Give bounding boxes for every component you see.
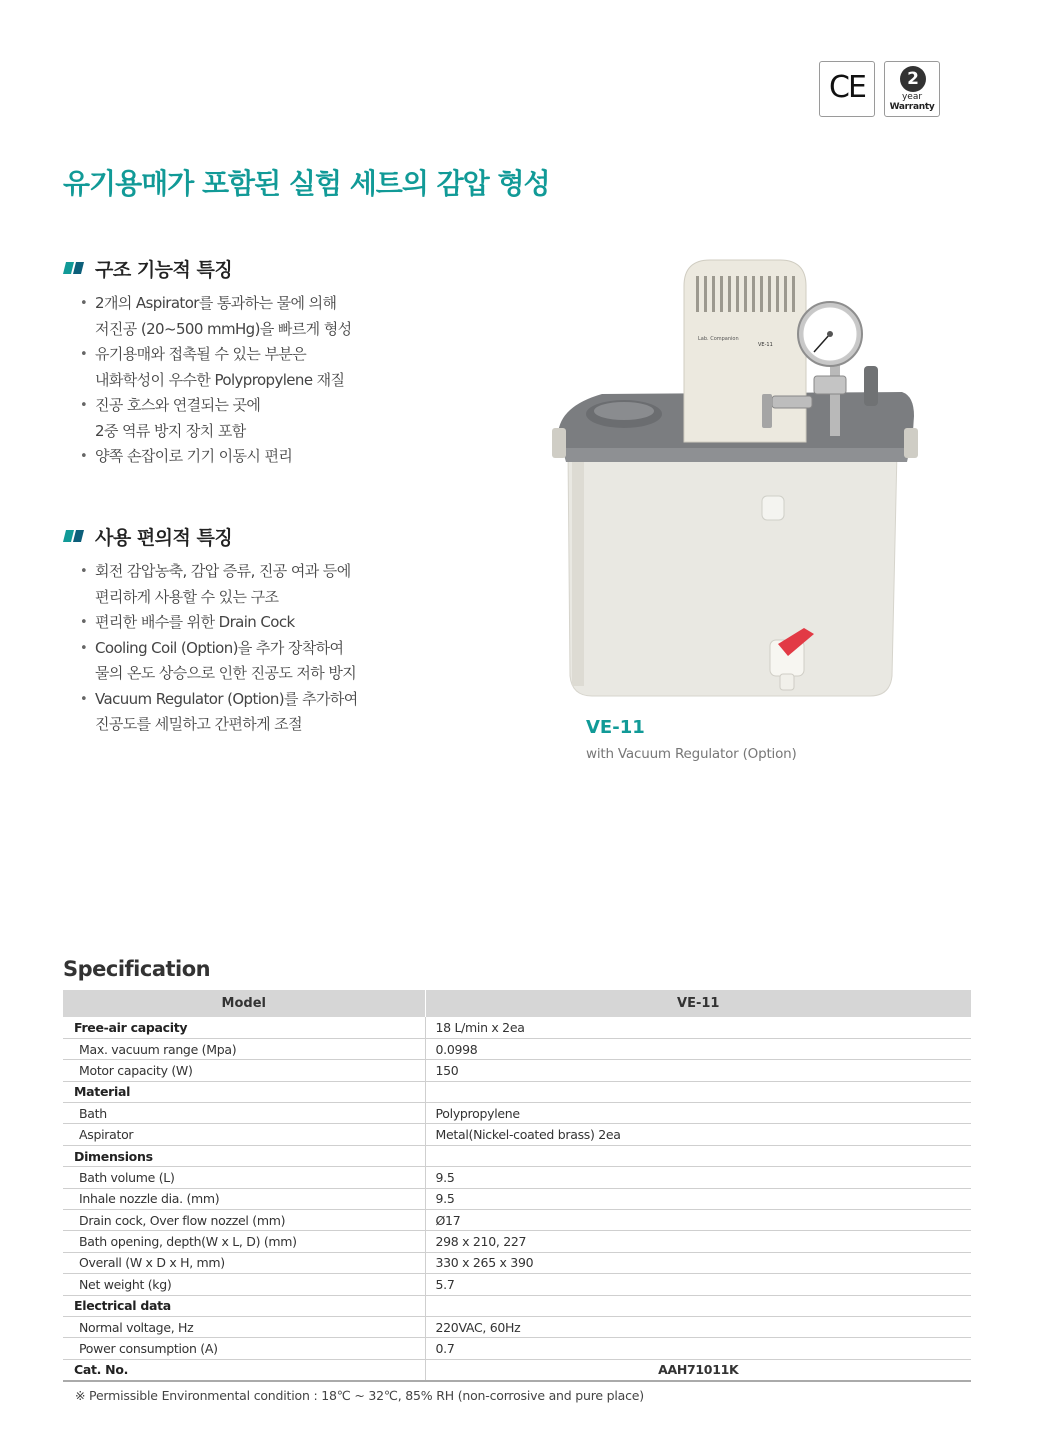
table-row: Net weight (kg) 5.7 <box>63 1274 971 1295</box>
table-row: Normal voltage, Hz 220VAC, 60Hz <box>63 1316 971 1337</box>
feature-section-structure <box>63 254 463 470</box>
spec-header-row <box>63 990 971 1017</box>
section-marker-icon <box>63 261 85 275</box>
table-row: Bath Polypropylene <box>63 1103 971 1124</box>
list-item: • 회전 감압농축, 감압 증류, 진공 여과 등에 편리하게 사용할 수 있는 구조 <box>63 559 463 610</box>
list-item: • 진공 호스와 연결되는 곳에 2중 역류 방지 장치 포함 <box>63 393 463 444</box>
device-model-label: VE-11 <box>758 342 773 348</box>
feature-section-usability <box>63 522 463 738</box>
environment-footnote: ※ Permissible Environmental condition : 18℃ ~ 32℃, 85% RH (non-corrosive and pure place) <box>75 1388 644 1403</box>
header-model-name: VE-11 <box>425 990 971 1017</box>
list-item: • 2개의 Aspirator를 통과하는 물에 의해 저진공 (20~500 mmHg)을 빠르게 형성 <box>63 291 463 342</box>
section-title-text: 사용 편의적 특징 <box>95 526 233 549</box>
warranty-badge <box>884 61 940 117</box>
list-item: • 편리한 배수를 위한 Drain Cock <box>63 610 463 636</box>
product-image <box>552 256 922 712</box>
spec-title: Specification <box>63 957 211 981</box>
page-headline: 유기용매가 포함된 실험 세트의 감압 형성 <box>63 167 550 200</box>
product-name: VE-11 <box>586 717 645 738</box>
table-row: Motor capacity (W) 150 <box>63 1060 971 1081</box>
section-title <box>63 254 463 282</box>
certification-badges <box>819 61 940 117</box>
list-item: • 유기용매와 접촉될 수 있는 부분은 내화학성이 우수한 Polypropylene 재질 <box>63 342 463 393</box>
cat-no-row: Cat. No. AAH71011K <box>63 1359 971 1380</box>
warranty-number: 2 <box>900 66 926 92</box>
table-row: Overall (W x D x H, mm) 330 x 265 x 390 <box>63 1252 971 1273</box>
warranty-label: Warranty <box>889 102 935 112</box>
table-row: Drain cock, Over flow nozzel (mm) Ø17 <box>63 1210 971 1231</box>
spec-table <box>63 990 971 1382</box>
section-marker-icon <box>63 529 85 543</box>
table-row: Dimensions <box>63 1145 971 1166</box>
warranty-year: year <box>901 92 923 102</box>
ce-mark: CE <box>829 70 865 105</box>
list-item: • Cooling Coil (Option)을 추가 장착하여 물의 온도 상승으로 인한 진공도 저하 방지 <box>63 636 463 687</box>
table-row: Aspirator Metal(Nickel-coated brass) 2ea <box>63 1124 971 1145</box>
table-row: Inhale nozzle dia. (mm) 9.5 <box>63 1188 971 1209</box>
table-row: Max. vacuum range (Mpa) 0.0998 <box>63 1038 971 1059</box>
list-item: • Vacuum Regulator (Option)를 추가하여 진공도를 세밀하고 간편하게 조절 <box>63 687 463 738</box>
list-item: • 양쪽 손잡이로 기기 이동시 편리 <box>63 444 463 470</box>
table-row: Material <box>63 1081 971 1102</box>
section-title-text: 구조 기능적 특징 <box>95 258 233 281</box>
table-row: Free-air capacity 18 L/min x 2ea <box>63 1017 971 1038</box>
product-caption: with Vacuum Regulator (Option) <box>586 746 797 762</box>
header-model: Model <box>63 990 425 1017</box>
section-title <box>63 522 463 550</box>
table-row: Bath opening, depth(W x L, D) (mm) 298 x 210, 227 <box>63 1231 971 1252</box>
feature-list <box>63 559 463 738</box>
ce-badge <box>819 61 875 117</box>
feature-list <box>63 291 463 470</box>
table-row: Electrical data <box>63 1295 971 1316</box>
device-brand-label: Lab. Companion <box>698 336 739 342</box>
table-row: Power consumption (A) 0.7 <box>63 1338 971 1359</box>
table-row: Bath volume (L) 9.5 <box>63 1167 971 1188</box>
